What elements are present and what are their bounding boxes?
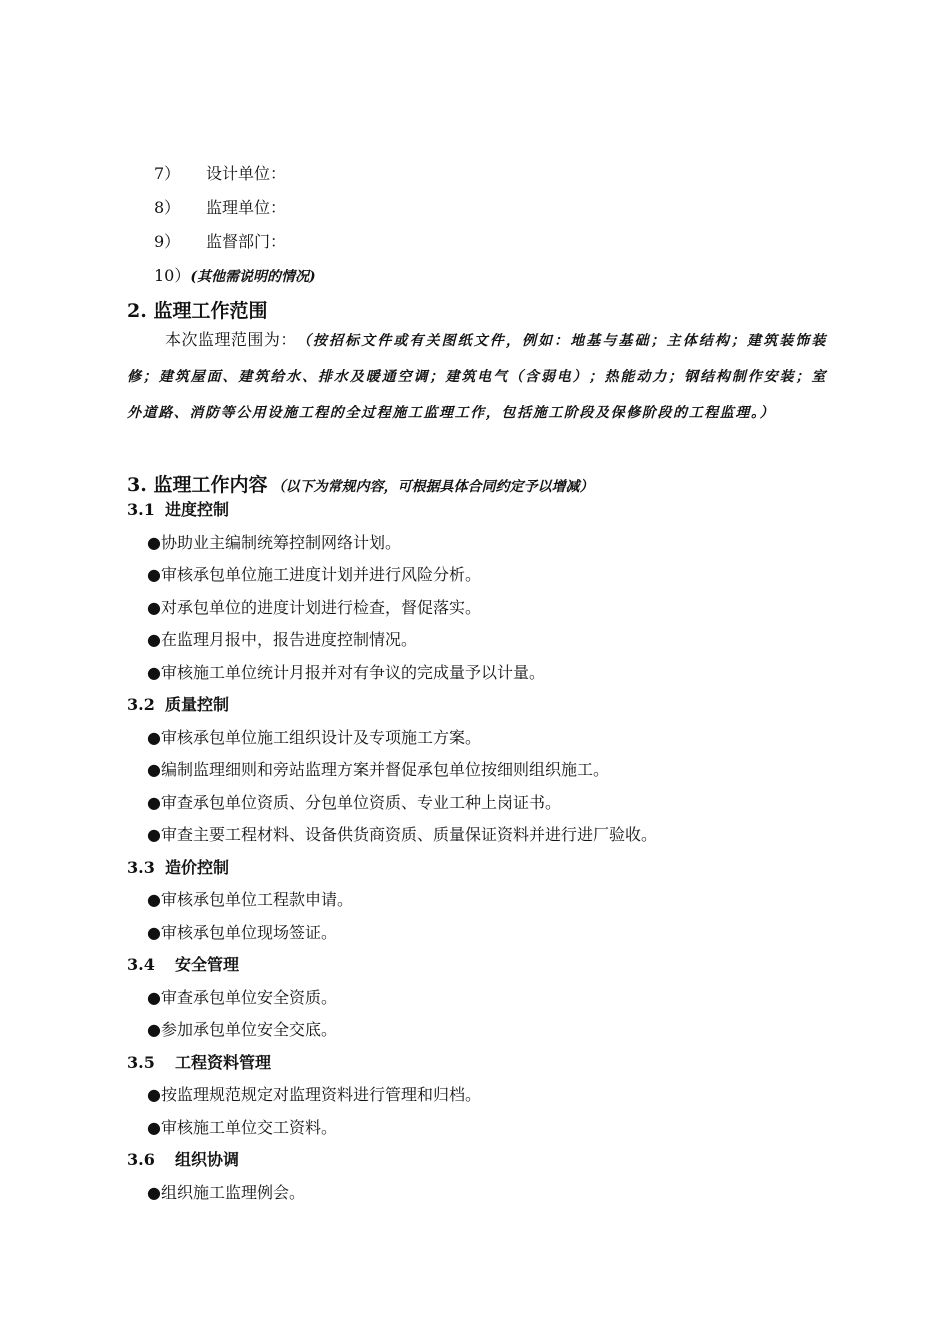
section-2-note: （按招标文件或有关图纸文件，例如：地基与基础；主体结构；建筑装饰装修；建筑屋面、建筑给水、排水及暖通空调；建筑电气（含弱电）；热能动力；钢结构制作安装；室外道路、消防等公用设施工程的全过程施工监理工作，包括施工阶段及保修阶段的工程监理。） xyxy=(127,333,827,421)
list-item: ●审查主要工程材料、设备供货商资质、质量保证资料并进行进厂验收。 xyxy=(147,825,657,844)
section-3-heading-line xyxy=(127,476,593,495)
list-item: ●按监理规范规定对监理资料进行管理和归档。 xyxy=(147,1085,481,1104)
list-item: ●参加承包单位安全交底。 xyxy=(147,1020,337,1039)
subsection-number: 3.3 xyxy=(127,858,155,877)
section-2-paragraph xyxy=(127,322,827,431)
subsection-number: 3.4 xyxy=(127,955,155,974)
subsection-title: 进度控制 xyxy=(165,500,230,519)
list-item: ●协助业主编制统筹控制网络计划。 xyxy=(147,533,401,552)
list-item: ●在监理月报中，报告进度控制情况。 xyxy=(147,630,417,649)
section-3-heading: 3. 监理工作内容 xyxy=(127,474,268,496)
list-item: ●审核施工单位统计月报并对有争议的完成量予以计量。 xyxy=(147,663,545,682)
subsection-number: 3.1 xyxy=(127,500,155,519)
list-item: ●审查承包单位安全资质。 xyxy=(147,988,337,1007)
list-item: ●组织施工监理例会。 xyxy=(147,1183,305,1202)
list-item: ●审查承包单位资质、分包单位资质、专业工种上岗证书。 xyxy=(147,793,561,812)
subsection-title: 安全管理 xyxy=(175,955,240,974)
list-item-10 xyxy=(154,268,316,284)
subsection-number: 3.5 xyxy=(127,1053,155,1072)
subsection-title: 质量控制 xyxy=(165,695,230,714)
list-item-10-label: (其他需说明的情况) xyxy=(190,269,316,285)
subsection-number: 3.2 xyxy=(127,695,155,714)
list-item: ●审核承包单位施工组织设计及专项施工方案。 xyxy=(147,728,481,747)
subsection-title: 组织协调 xyxy=(175,1150,240,1169)
list-item: ●审核施工单位交工资料。 xyxy=(147,1118,337,1137)
list-item-7-label: 设计单位： xyxy=(206,164,287,183)
section-3-note: （以下为常规内容，可根据具体合同约定予以增减） xyxy=(271,479,594,495)
subsection-title: 造价控制 xyxy=(165,858,230,877)
list-item: ●审核承包单位工程款申请。 xyxy=(147,890,353,909)
list-item: ●编制监理细则和旁站监理方案并督促承包单位按细则组织施工。 xyxy=(147,760,609,779)
subsection-3-6-heading xyxy=(127,1152,239,1168)
subsection-3-1-heading xyxy=(127,502,229,518)
list-item-8-number: 8） xyxy=(154,198,181,217)
section-2-lead: 本次监理范围为： xyxy=(165,330,297,349)
list-item: ●对承包单位的进度计划进行检查，督促落实。 xyxy=(147,598,481,617)
list-item-8-label: 监理单位： xyxy=(206,198,287,217)
list-item: ●审核承包单位施工进度计划并进行风险分析。 xyxy=(147,565,481,584)
subsection-3-4-heading xyxy=(127,957,239,973)
list-item: ●审核承包单位现场签证。 xyxy=(147,923,337,942)
subsection-title: 工程资料管理 xyxy=(175,1053,272,1072)
section-2-heading: 2. 监理工作范围 xyxy=(127,300,268,322)
subsection-3-3-heading xyxy=(127,860,229,876)
subsection-3-5-heading xyxy=(127,1055,271,1071)
subsection-3-2-heading xyxy=(127,697,229,713)
list-item-9-number: 9） xyxy=(154,232,181,251)
subsection-number: 3.6 xyxy=(127,1150,155,1169)
list-item-9-label: 监督部门： xyxy=(206,232,287,251)
list-item-7-number: 7） xyxy=(154,164,181,183)
list-item-10-number: 10） xyxy=(154,266,191,285)
